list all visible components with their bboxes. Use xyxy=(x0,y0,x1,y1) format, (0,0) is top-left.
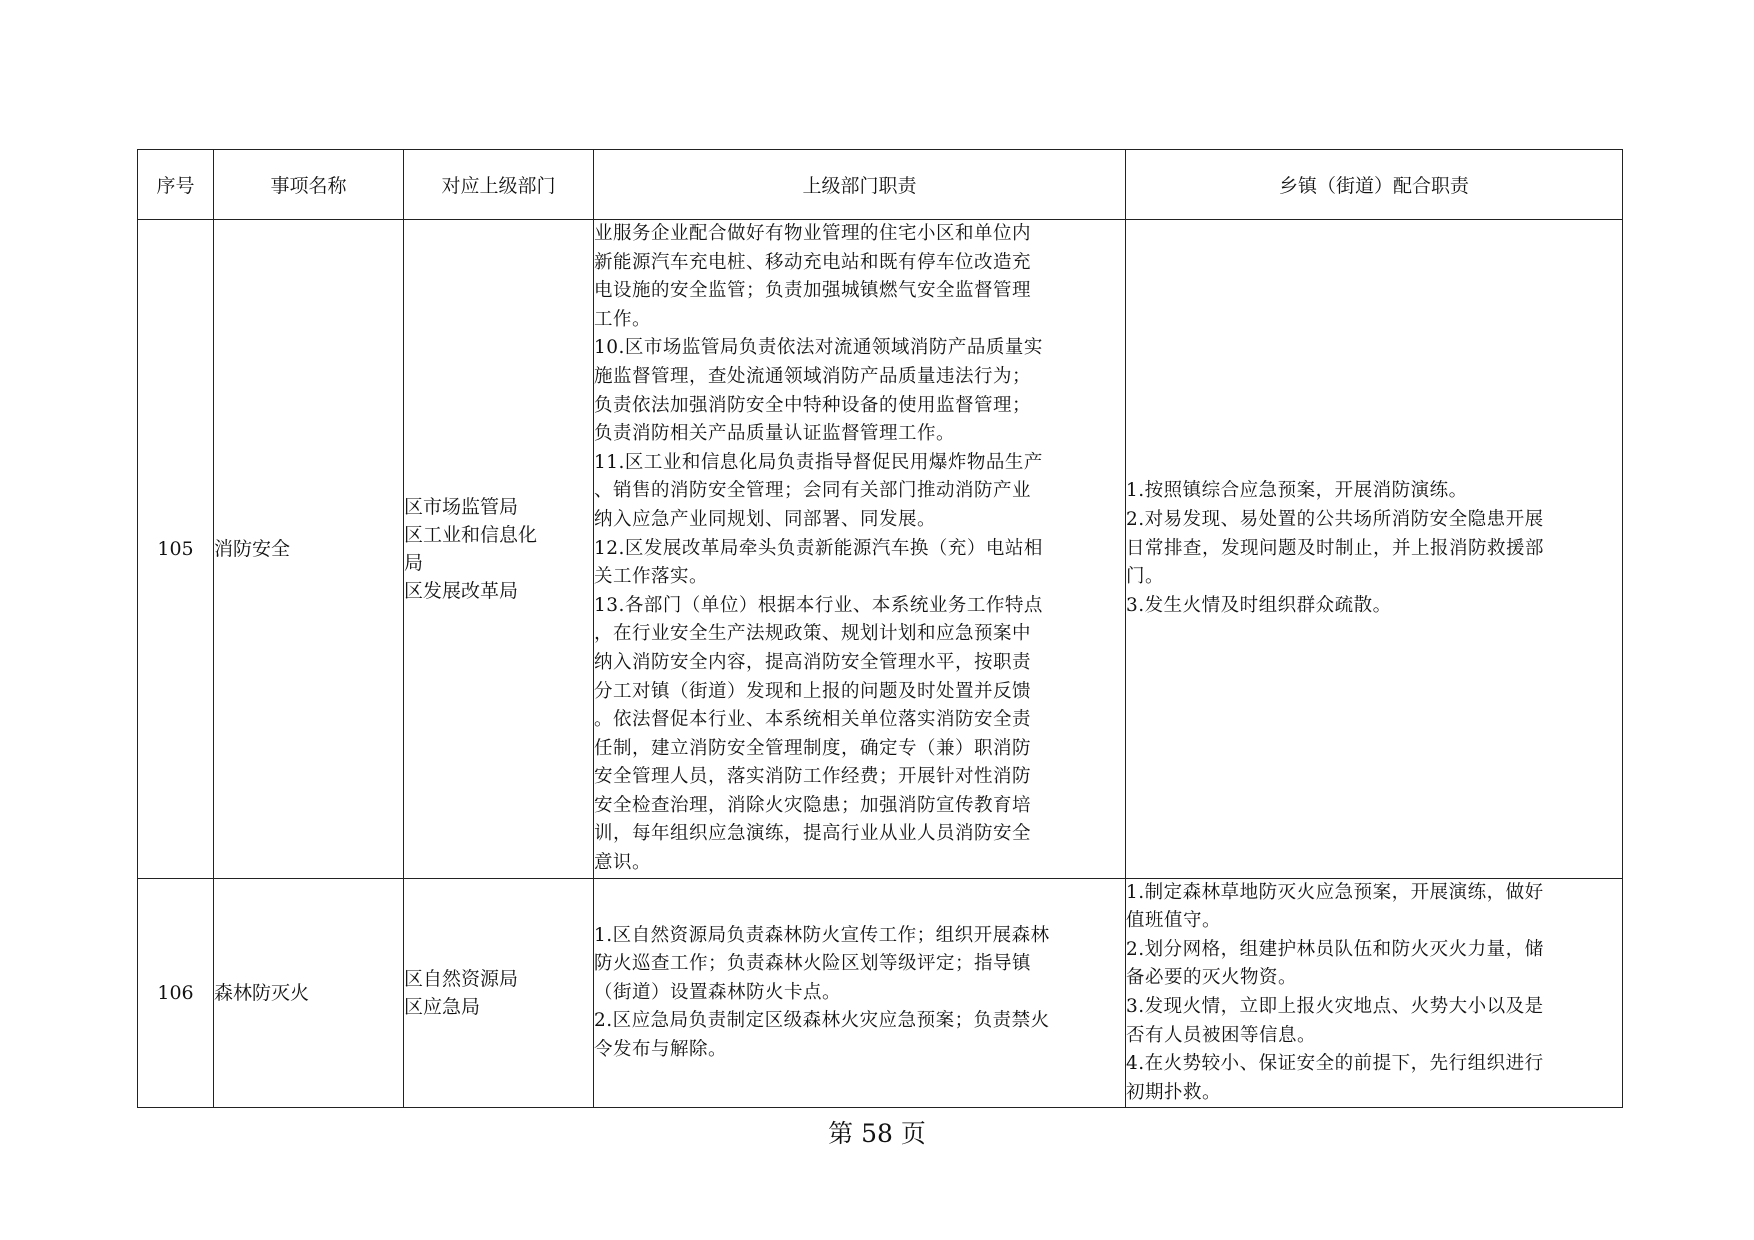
table-row xyxy=(138,878,1623,1108)
duty-line: 安全检查治理，消除火灾隐患；加强消防宣传教育培 xyxy=(594,794,1032,816)
duty-line: ，在行业安全生产法规政策、规划计划和应急预案中 xyxy=(594,623,1032,645)
duty-line: 负责消防相关产品质量认证监督管理工作。 xyxy=(594,423,956,445)
duty-line: 纳入消防安全内容，提高消防安全管理水平，按职责 xyxy=(594,651,1032,673)
responsibility-table xyxy=(137,149,1623,1108)
cooperation-line: 1.制定森林草地防灭火应急预案，开展演练，做好 xyxy=(1126,881,1544,903)
duty-line: 、销售的消防安全管理；会同有关部门推动消防产业 xyxy=(594,480,1032,502)
department-list xyxy=(404,220,594,879)
department-line: 区市场监管局 xyxy=(404,495,519,518)
header-superior-department: 对应上级部门 xyxy=(404,150,594,220)
header-number: 序号 xyxy=(138,150,214,220)
town-cooperation-cell xyxy=(1126,878,1623,1108)
header-town-cooperation-duties: 乡镇（街道）配合职责 xyxy=(1126,150,1623,220)
duty-line: 纳入应急产业同规划、同部署、同发展。 xyxy=(594,508,937,530)
table-header-row xyxy=(138,150,1623,220)
duty-line: 2.区应急局负责制定区级森林火灾应急预案；负责禁火 xyxy=(594,1010,1050,1032)
cooperation-line: 备必要的灭火物资。 xyxy=(1126,967,1298,989)
duty-line: 防火巡查工作；负责森林火险区划等级评定；指导镇 xyxy=(594,953,1032,975)
department-line: 区应急局 xyxy=(404,996,481,1019)
cooperation-line: 3.发现火情，立即上报火灾地点、火势大小以及是 xyxy=(1126,996,1544,1018)
duty-line: 工作。 xyxy=(594,308,652,330)
row-number: 105 xyxy=(138,220,214,879)
duty-line: 电设施的安全监管；负责加强城镇燃气安全监督管理 xyxy=(594,280,1032,302)
department-line: 局 xyxy=(404,551,424,574)
duty-line: 12.区发展改革局牵头负责新能源汽车换（充）电站相 xyxy=(594,537,1043,559)
item-name: 森林防灭火 xyxy=(214,878,404,1108)
town-cooperation-cell xyxy=(1126,220,1623,879)
duty-line: 关工作落实。 xyxy=(594,566,709,588)
department-list xyxy=(404,878,594,1108)
cooperation-line: 4.在火势较小、保证安全的前提下，先行组织进行 xyxy=(1126,1053,1544,1075)
cooperation-line: 3.发生火情及时组织群众疏散。 xyxy=(1126,594,1392,616)
page-number: 第 58 页 xyxy=(828,1119,926,1148)
row-number: 106 xyxy=(138,878,214,1108)
duty-line: 安全管理人员，落实消防工作经费；开展针对性消防 xyxy=(594,766,1032,788)
cooperation-line: 否有人员被困等信息。 xyxy=(1126,1024,1317,1046)
duty-line: 施监督管理，查处流通领域消防产品质量违法行为； xyxy=(594,365,1032,387)
cooperation-line: 值班值守。 xyxy=(1126,910,1222,932)
duty-line: 负责依法加强消防安全中特种设备的使用监督管理； xyxy=(594,394,1032,416)
table-row xyxy=(138,220,1623,879)
duty-line: 新能源汽车充电桩、移动充电站和既有停车位改造充 xyxy=(594,251,1032,273)
duty-line: 1.区自然资源局负责森林防火宣传工作；组织开展森林 xyxy=(594,924,1050,946)
header-item-name: 事项名称 xyxy=(214,150,404,220)
cooperation-line: 门。 xyxy=(1126,566,1165,588)
cooperation-line: 初期扑救。 xyxy=(1126,1081,1222,1103)
superior-duties-cell xyxy=(594,220,1126,879)
duty-line: 。依法督促本行业、本系统相关单位落实消防安全责 xyxy=(594,709,1032,731)
duty-line: 意识。 xyxy=(594,852,652,874)
department-line: 区发展改革局 xyxy=(404,579,519,602)
duty-line: 训，每年组织应急演练，提高行业从业人员消防安全 xyxy=(594,823,1032,845)
cooperation-line: 2.对易发现、易处置的公共场所消防安全隐患开展 xyxy=(1126,508,1544,530)
duty-line: 分工对镇（街道）发现和上报的问题及时处置并反馈 xyxy=(594,680,1032,702)
superior-duties-cell xyxy=(594,878,1126,1108)
cooperation-line: 1.按照镇综合应急预案，开展消防演练。 xyxy=(1126,480,1468,502)
header-superior-duties: 上级部门职责 xyxy=(594,150,1126,220)
department-line: 区工业和信息化 xyxy=(404,523,538,546)
department-line: 区自然资源局 xyxy=(404,968,519,991)
duty-line: 业服务企业配合做好有物业管理的住宅小区和单位内 xyxy=(594,223,1032,244)
duty-line: 任制，建立消防安全管理制度，确定专（兼）职消防 xyxy=(594,737,1032,759)
cooperation-line: 2.划分网格，组建护林员队伍和防火灭火力量，储 xyxy=(1126,938,1544,960)
duty-line: 13.各部门（单位）根据本行业、本系统业务工作特点 xyxy=(594,594,1043,616)
duty-line: 10.区市场监管局负责依法对流通领域消防产品质量实 xyxy=(594,337,1043,359)
item-name: 消防安全 xyxy=(214,220,404,879)
duty-line: 令发布与解除。 xyxy=(594,1038,728,1060)
cooperation-line: 日常排查，发现问题及时制止，并上报消防救援部 xyxy=(1126,537,1545,559)
duty-line: （街道）设置森林防火卡点。 xyxy=(594,981,842,1003)
duty-line: 11.区工业和信息化局负责指导督促民用爆炸物品生产 xyxy=(594,451,1043,473)
